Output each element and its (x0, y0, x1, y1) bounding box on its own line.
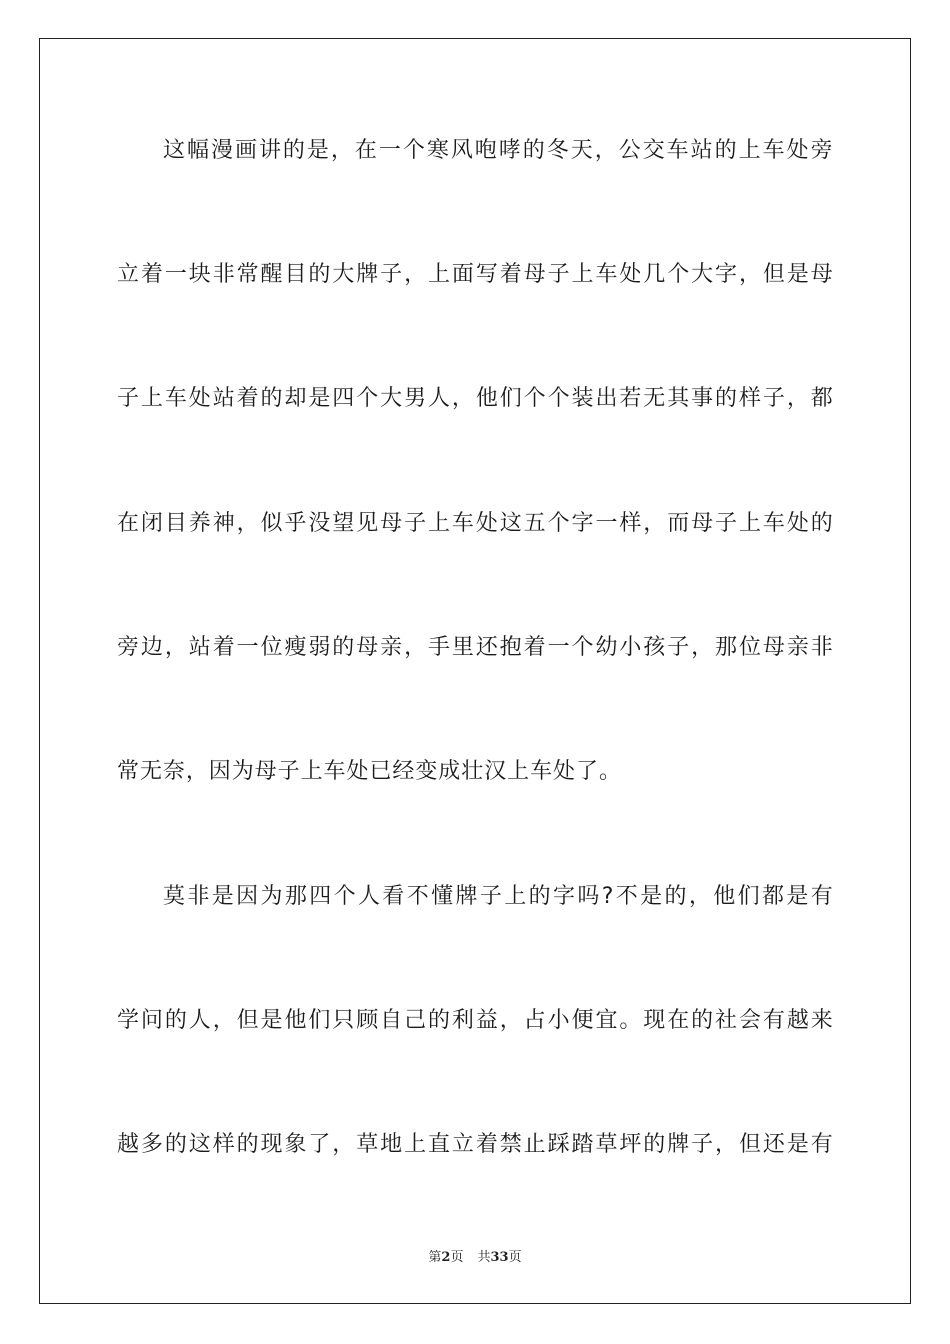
paragraph-1-line-6: 常无奈，因为母子上车处已经变成壮汉上车处了。 (117, 759, 622, 784)
page-border (39, 38, 911, 1304)
page-prefix: 第 (428, 1250, 442, 1265)
paragraph-2-line-2: 学 问 的 人 ， 但 是 他 们 只 顾 自 己 的 利 益 ， 占 小 便 宜 。 现 在 的 社 会 有 越 来 (117, 1008, 833, 1033)
paragraph-2-line-3: 越 多 的 这 样 的 现 象 了 ， 草 地 上 直 立 着 禁 止 踩 踏 草 坪 的 牌 子 ， 但 还 是 有 (117, 1132, 833, 1157)
total-prefix: 共 (477, 1250, 491, 1265)
paragraph-1-line-5: 旁 边 ， 站 着 一 位 瘦 弱 的 母 亲 ， 手 里 还 抱 着 一 个 幼 小 孩 子 ， 那 位 母 亲 非 (117, 635, 833, 660)
page-number: 2 (441, 1250, 451, 1265)
total-pages: 33 (490, 1250, 509, 1265)
paragraph-1-line-1: 这 幅 漫 画 讲 的 是 ， 在 一 个 寒 风 咆 哮 的 冬 天 ， 公 交 车 站 的 上 车 处 旁 (163, 138, 833, 163)
paragraph-1-line-3: 子 上 车 处 站 着 的 却 是 四 个 大 男 人 ， 他 们 个 个 装 出 若 无 其 事 的 样 子 ， 都 (117, 386, 833, 411)
total-suffix: 页 (508, 1250, 522, 1265)
page-footer (0, 1246, 950, 1265)
page-suffix: 页 (450, 1250, 464, 1265)
paragraph-2-line-1: 莫 非 是 因 为 那 四 个 人 看 不 懂 牌 子 上 的 字 吗 ? 不 是 的 ， 他 们 都 是 有 (163, 884, 833, 909)
paragraph-1-line-4: 在 闭 目 养 神 ， 似 乎 没 望 见 母 子 上 车 处 这 五 个 字 一 样 ， 而 母 子 上 车 处 的 (117, 511, 833, 536)
paragraph-1-line-2: 立 着 一 块 非 常 醒 目 的 大 牌 子 ， 上 面 写 着 母 子 上 车 处 几 个 大 字 ， 但 是 母 (117, 262, 833, 287)
